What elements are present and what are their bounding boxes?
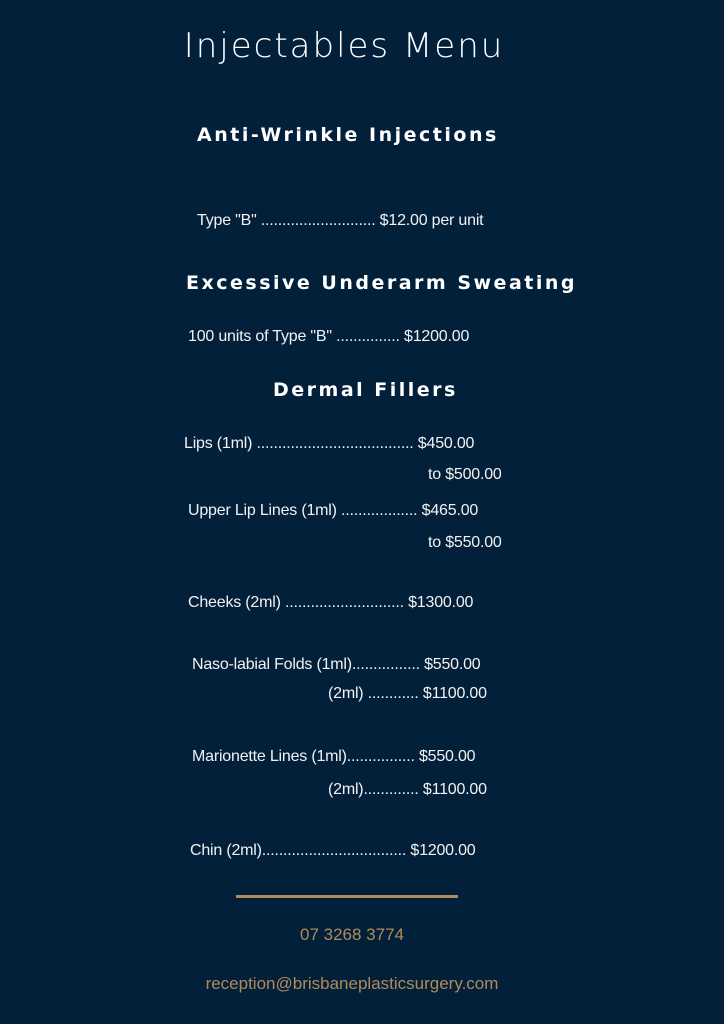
price-line-marionette-1ml: Marionette Lines (1ml)................ $550.00	[192, 748, 476, 765]
price-line-cheeks: Cheeks (2ml) ............................ $1300.00	[188, 594, 474, 611]
price-line-marionette-2ml: (2ml)............. $1100.00	[328, 781, 487, 798]
section-heading-dermal-fillers: Dermal Fillers	[273, 379, 458, 401]
price-line-lips-max: to $500.00	[428, 466, 502, 483]
price-line-underarm: 100 units of Type "B" ............... $1200.00	[188, 328, 470, 345]
divider	[236, 895, 458, 898]
section-heading-anti-wrinkle: Anti-Wrinkle Injections	[197, 124, 499, 146]
price-line-chin: Chin (2ml).................................. $1200.00	[190, 842, 476, 859]
price-line-lips: Lips (1ml) ..................................... $450.00	[184, 435, 475, 452]
contact-phone[interactable]: 07 3268 3774	[300, 925, 404, 944]
price-line-upper-lip-max: to $550.00	[428, 534, 502, 551]
section-heading-underarm: Excessive Underarm Sweating	[186, 272, 577, 294]
menu-title: Injectables Menu	[183, 26, 505, 66]
contact-email[interactable]: reception@brisbaneplasticsurgery.com	[205, 974, 499, 993]
price-line-type-b: Type "B" ........................... $12.00 per unit	[197, 212, 484, 229]
price-line-naso-labial-2ml: (2ml) ............ $1100.00	[328, 685, 487, 702]
price-line-naso-labial-1ml: Naso-labial Folds (1ml)................ $550.00	[192, 656, 481, 673]
price-line-upper-lip: Upper Lip Lines (1ml) .................. $465.00	[188, 502, 479, 519]
